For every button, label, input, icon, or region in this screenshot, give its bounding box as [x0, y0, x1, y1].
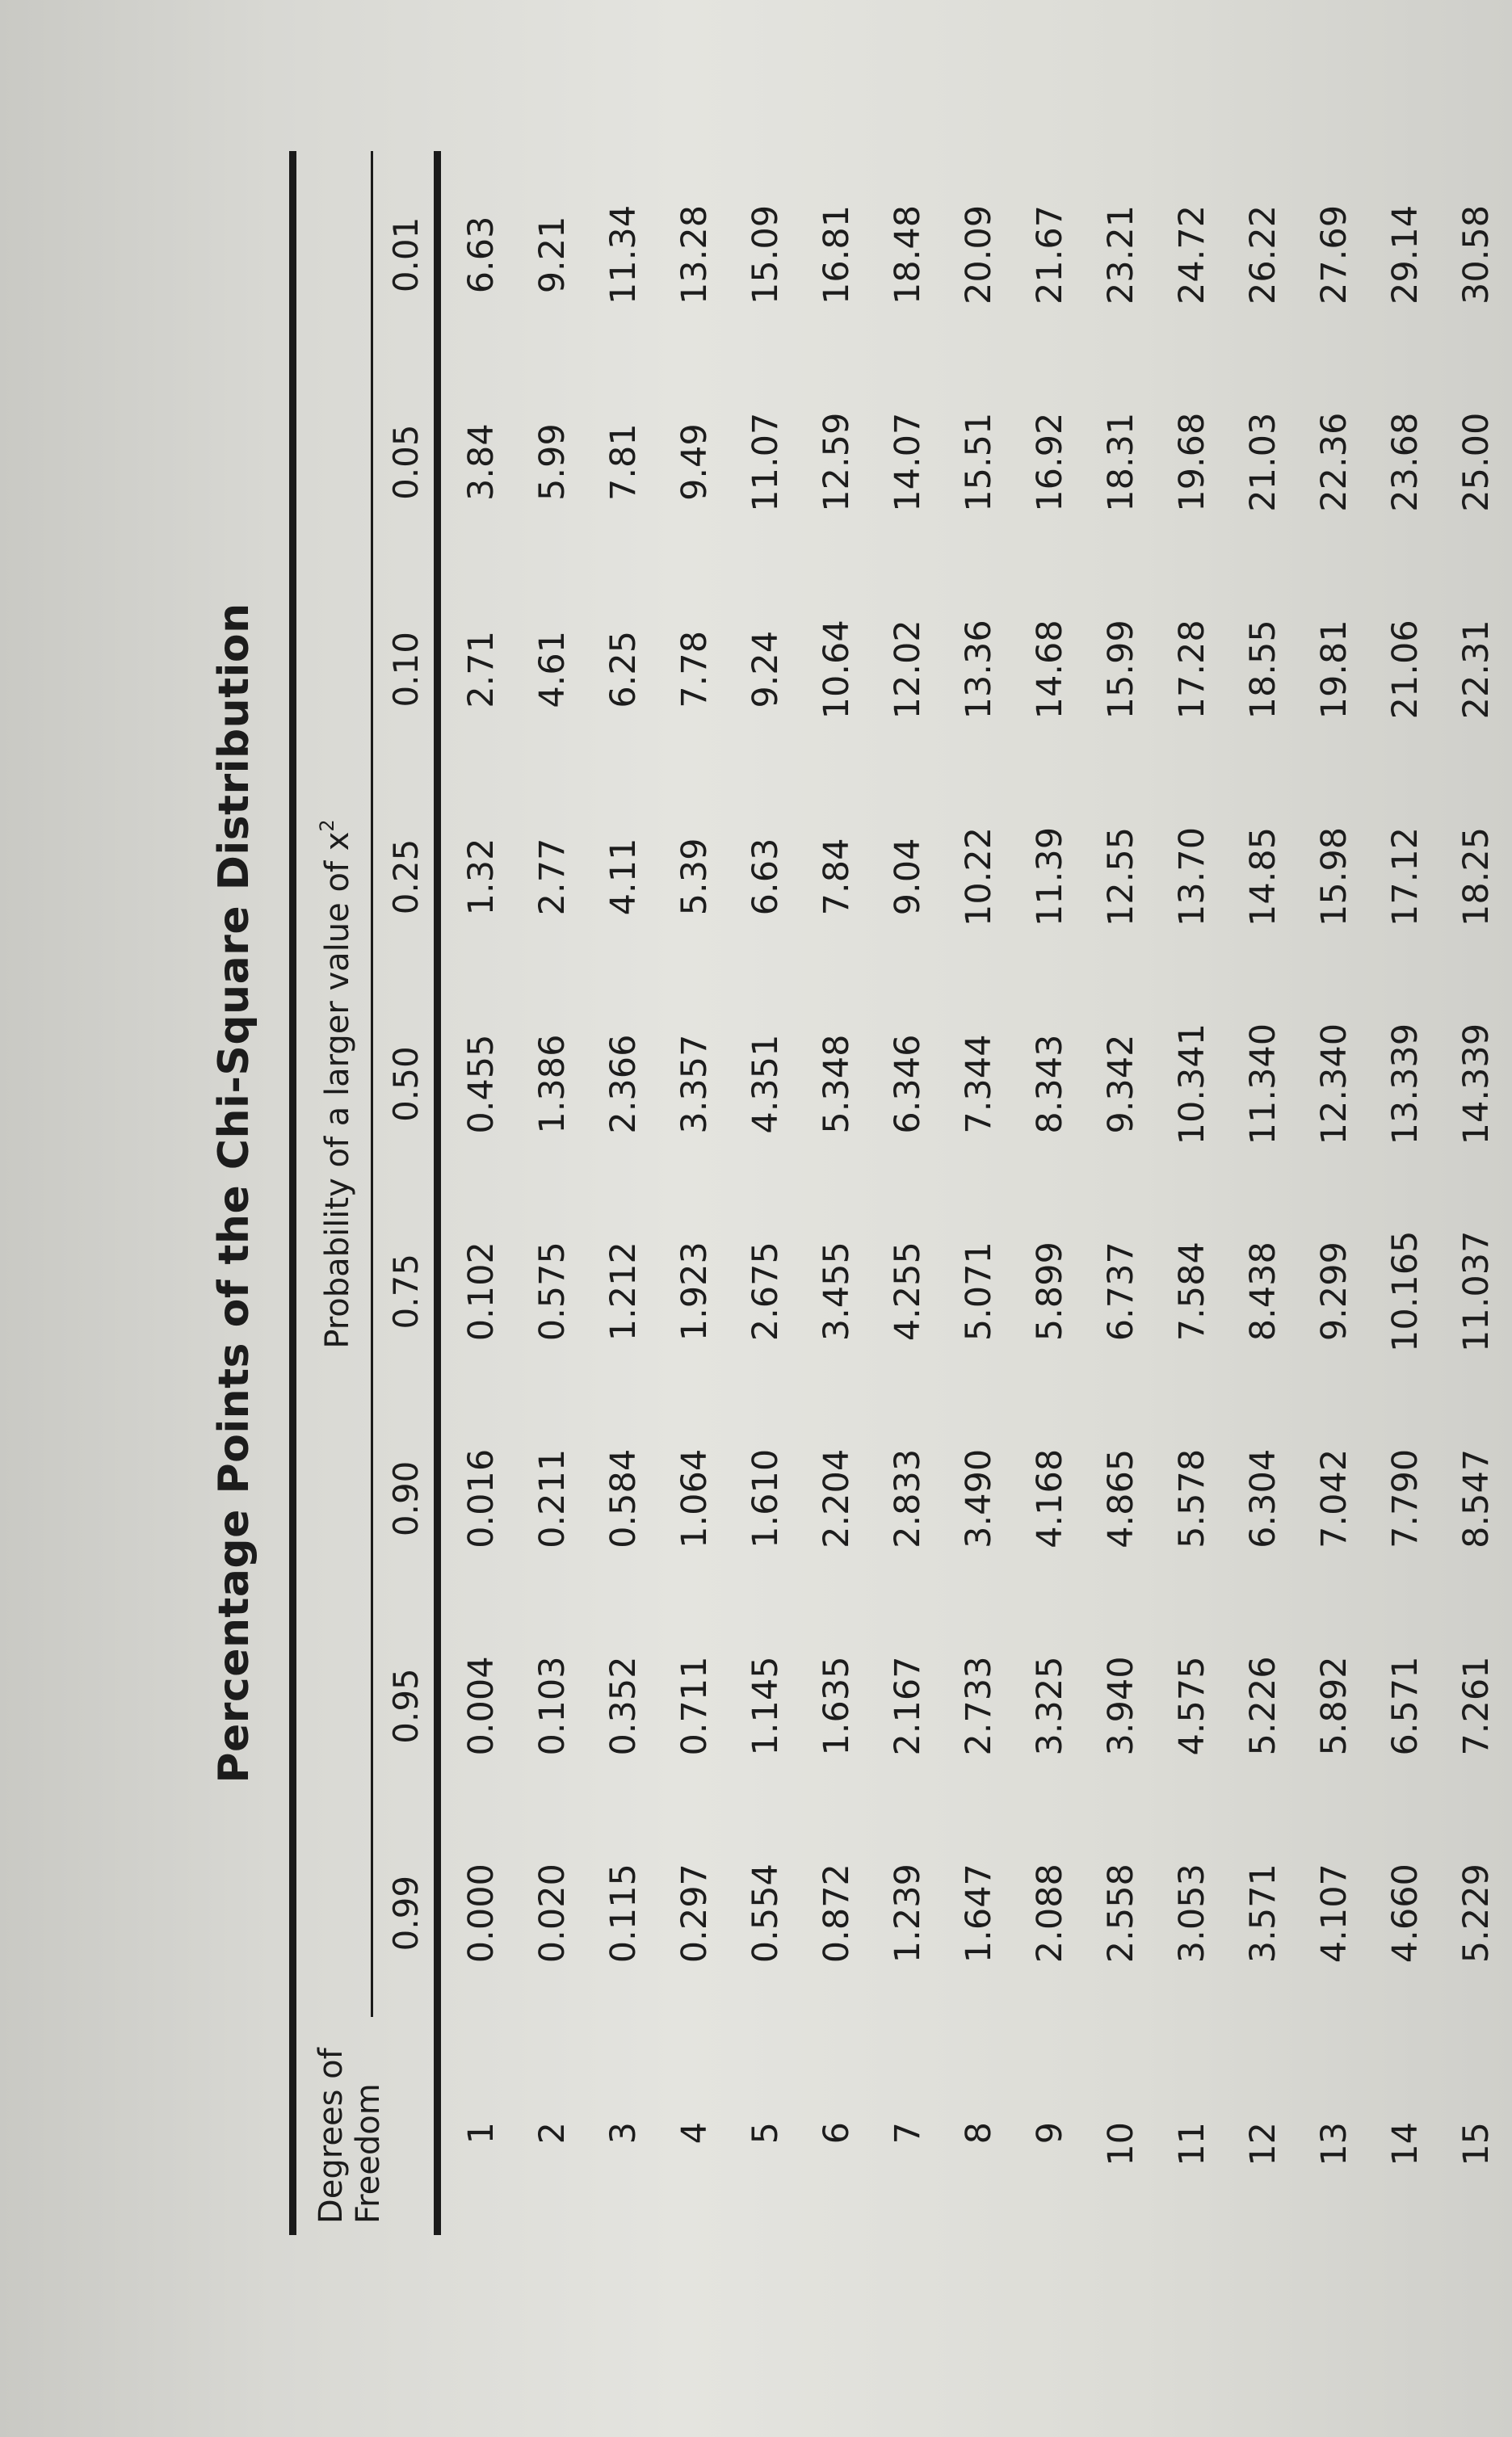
- value-cell: 7.84: [817, 838, 857, 916]
- value-cell: 12.55: [1101, 826, 1141, 926]
- value-cell: 0.102: [461, 1242, 502, 1342]
- value-cell: 13.70: [1172, 826, 1212, 926]
- value-cell: 9.49: [674, 423, 715, 502]
- value-cell: 17.12: [1385, 826, 1426, 926]
- table-row: [1157, 151, 1228, 2235]
- column-header-0-95: 0.95: [372, 1603, 438, 1810]
- value-cell: 22.36: [1314, 412, 1354, 512]
- value-cell: 8.343: [1030, 1034, 1070, 1134]
- value-cell: 14.68: [1030, 620, 1070, 720]
- value-cell: 1.064: [674, 1448, 715, 1548]
- column-header-0-05: 0.05: [372, 359, 438, 566]
- value-cell: 0.352: [603, 1656, 644, 1756]
- column-header-0-01: 0.01: [372, 151, 438, 359]
- value-cell: 2.088: [1030, 1863, 1070, 1964]
- value-cell: 12.59: [817, 412, 857, 512]
- value-cell: 0.103: [532, 1656, 573, 1756]
- value-cell: 4.107: [1314, 1863, 1354, 1964]
- value-cell: 21.03: [1243, 412, 1283, 512]
- value-cell: 3.455: [817, 1242, 857, 1342]
- value-cell: 5.39: [674, 838, 715, 916]
- column-header-0-99: 0.99: [372, 1809, 438, 2017]
- value-cell: 23.68: [1385, 412, 1426, 512]
- value-cell: 1.212: [603, 1242, 644, 1342]
- degrees-of-freedom-cell: 1: [461, 2121, 502, 2145]
- value-cell: 2.167: [888, 1656, 928, 1756]
- value-cell: 0.004: [461, 1656, 502, 1756]
- degrees-of-freedom-cell: 4: [674, 2121, 715, 2145]
- degrees-of-freedom-cell: 10: [1101, 2121, 1141, 2166]
- value-cell: 4.865: [1101, 1448, 1141, 1548]
- value-cell: 5.348: [817, 1034, 857, 1134]
- value-cell: 8.438: [1243, 1242, 1283, 1342]
- table-row: [943, 151, 1014, 2235]
- header-row-top: [293, 151, 372, 2235]
- value-cell: 30.58: [1456, 204, 1497, 305]
- value-cell: 17.28: [1172, 620, 1212, 720]
- value-cell: 3.571: [1243, 1863, 1283, 1964]
- table-row: [1228, 151, 1299, 2235]
- value-cell: 2.733: [959, 1656, 999, 1756]
- value-cell: 5.578: [1172, 1448, 1212, 1548]
- value-cell: 2.675: [746, 1242, 786, 1342]
- value-cell: 18.31: [1101, 412, 1141, 512]
- value-cell: 10.64: [817, 620, 857, 720]
- value-cell: 2.833: [888, 1448, 928, 1548]
- value-cell: 21.06: [1385, 620, 1426, 720]
- value-cell: 11.340: [1243, 1023, 1283, 1145]
- value-cell: 5.99: [532, 423, 573, 502]
- value-cell: 7.81: [603, 423, 644, 502]
- value-cell: 11.39: [1030, 826, 1070, 926]
- table-body: [438, 151, 1512, 2235]
- value-cell: 10.341: [1172, 1023, 1212, 1145]
- value-cell: 2.71: [461, 630, 502, 708]
- value-cell: 22.31: [1456, 620, 1497, 720]
- value-cell: 1.635: [817, 1656, 857, 1756]
- value-cell: 6.63: [746, 838, 786, 916]
- table-row: [1441, 151, 1512, 2235]
- value-cell: 4.575: [1172, 1656, 1212, 1756]
- value-cell: 9.24: [746, 630, 786, 708]
- value-cell: 15.98: [1314, 826, 1354, 926]
- value-cell: 1.145: [746, 1656, 786, 1756]
- value-cell: 7.344: [959, 1034, 999, 1134]
- dof-header-line2: Freedom: [350, 2083, 387, 2224]
- value-cell: 1.386: [532, 1034, 573, 1134]
- value-cell: 2.204: [817, 1448, 857, 1548]
- value-cell: 11.34: [603, 204, 644, 305]
- column-header-0-75: 0.75: [372, 1187, 438, 1395]
- value-cell: 4.660: [1385, 1863, 1426, 1964]
- value-cell: 1.610: [746, 1448, 786, 1548]
- value-cell: 26.22: [1243, 204, 1283, 305]
- value-cell: 27.69: [1314, 204, 1354, 305]
- value-cell: 16.81: [817, 204, 857, 305]
- value-cell: 0.455: [461, 1034, 502, 1134]
- value-cell: 12.02: [888, 620, 928, 720]
- value-cell: 2.77: [532, 838, 573, 916]
- value-cell: 4.255: [888, 1242, 928, 1342]
- value-cell: 0.584: [603, 1448, 644, 1548]
- value-cell: 3.325: [1030, 1656, 1070, 1756]
- table-row: [1370, 151, 1441, 2235]
- degrees-of-freedom-cell: 9: [1030, 2121, 1070, 2145]
- value-cell: 0.211: [532, 1448, 573, 1548]
- value-cell: 5.892: [1314, 1656, 1354, 1756]
- value-cell: 5.071: [959, 1242, 999, 1342]
- value-cell: 0.872: [817, 1863, 857, 1964]
- value-cell: 3.490: [959, 1448, 999, 1548]
- value-cell: 3.84: [461, 423, 502, 502]
- column-header-0-10: 0.10: [372, 565, 438, 773]
- value-cell: 1.923: [674, 1242, 715, 1342]
- value-cell: 0.016: [461, 1448, 502, 1548]
- degrees-of-freedom-cell: 11: [1172, 2121, 1212, 2166]
- value-cell: 1.647: [959, 1863, 999, 1964]
- value-cell: 6.304: [1243, 1448, 1283, 1548]
- value-cell: 1.32: [461, 838, 502, 916]
- probability-header: [293, 151, 372, 2017]
- degrees-of-freedom-header: [293, 2017, 438, 2235]
- value-cell: 6.25: [603, 630, 644, 708]
- value-cell: 1.239: [888, 1863, 928, 1964]
- value-cell: 21.67: [1030, 204, 1070, 305]
- value-cell: 7.261: [1456, 1656, 1497, 1756]
- value-cell: 4.11: [603, 838, 644, 916]
- value-cell: 7.790: [1385, 1448, 1426, 1548]
- value-cell: 5.229: [1456, 1863, 1497, 1964]
- table-row: [517, 151, 588, 2235]
- value-cell: 5.226: [1243, 1656, 1283, 1756]
- value-cell: 14.85: [1243, 826, 1283, 926]
- value-cell: 23.21: [1101, 204, 1141, 305]
- value-cell: 3.053: [1172, 1863, 1212, 1964]
- value-cell: 19.68: [1172, 412, 1212, 512]
- value-cell: 18.48: [888, 204, 928, 305]
- value-cell: 18.25: [1456, 826, 1497, 926]
- value-cell: 24.72: [1172, 204, 1212, 305]
- value-cell: 29.14: [1385, 204, 1426, 305]
- degrees-of-freedom-cell: 12: [1243, 2121, 1283, 2166]
- degrees-of-freedom-cell: 5: [746, 2121, 786, 2145]
- table-title: Percentage Points of the Chi-Square Distribution: [210, 603, 258, 1784]
- value-cell: 16.92: [1030, 412, 1070, 512]
- degrees-of-freedom-cell: 14: [1385, 2121, 1426, 2166]
- value-cell: 6.346: [888, 1034, 928, 1134]
- value-cell: 12.340: [1314, 1023, 1354, 1145]
- value-cell: 2.558: [1101, 1863, 1141, 1964]
- value-cell: 15.09: [746, 204, 786, 305]
- table-row: [438, 151, 518, 2235]
- degrees-of-freedom-cell: 3: [603, 2121, 644, 2145]
- value-cell: 2.366: [603, 1034, 644, 1134]
- value-cell: 6.63: [461, 216, 502, 294]
- value-cell: 8.547: [1456, 1448, 1497, 1548]
- value-cell: 0.711: [674, 1656, 715, 1756]
- value-cell: 3.357: [674, 1034, 715, 1134]
- value-cell: 14.339: [1456, 1023, 1497, 1145]
- column-header-0-25: 0.25: [372, 773, 438, 981]
- value-cell: 4.61: [532, 630, 573, 708]
- column-header-row: [372, 151, 438, 2235]
- column-header-0-50: 0.50: [372, 981, 438, 1188]
- value-cell: 10.165: [1385, 1230, 1426, 1352]
- degrees-of-freedom-cell: 15: [1456, 2121, 1497, 2166]
- table-row: [659, 151, 730, 2235]
- degrees-of-freedom-cell: 8: [959, 2121, 999, 2145]
- table-row: [1086, 151, 1157, 2235]
- value-cell: 0.575: [532, 1242, 573, 1342]
- value-cell: 5.899: [1030, 1242, 1070, 1342]
- value-cell: 0.297: [674, 1863, 715, 1964]
- value-cell: 10.22: [959, 826, 999, 926]
- value-cell: 13.36: [959, 620, 999, 720]
- probability-superscript: 2: [316, 819, 338, 832]
- value-cell: 7.78: [674, 630, 715, 708]
- column-header-0-90: 0.90: [372, 1395, 438, 1603]
- value-cell: 20.09: [959, 204, 999, 305]
- degrees-of-freedom-cell: 2: [532, 2121, 573, 2145]
- degrees-of-freedom-cell: 13: [1314, 2121, 1354, 2166]
- probability-label: Probability of a larger value of x: [319, 831, 356, 1349]
- table-row: [1014, 151, 1086, 2235]
- value-cell: 7.584: [1172, 1242, 1212, 1342]
- table-row: [801, 151, 872, 2235]
- table-header: [293, 151, 438, 2235]
- table-row: [588, 151, 659, 2235]
- dof-header-line1: Degrees of: [313, 2048, 350, 2224]
- chi-square-table: [289, 151, 1512, 2235]
- value-cell: 13.339: [1385, 1023, 1426, 1145]
- degrees-of-freedom-cell: 6: [817, 2121, 857, 2145]
- value-cell: 7.042: [1314, 1448, 1354, 1548]
- value-cell: 25.00: [1456, 412, 1497, 512]
- table-row: [1299, 151, 1370, 2235]
- table-row: [730, 151, 801, 2235]
- value-cell: 13.28: [674, 204, 715, 305]
- value-cell: 6.737: [1101, 1242, 1141, 1342]
- table-row: [872, 151, 943, 2235]
- value-cell: 9.21: [532, 216, 573, 294]
- value-cell: 9.04: [888, 838, 928, 916]
- value-cell: 4.351: [746, 1034, 786, 1134]
- chi-square-document: [210, 151, 1512, 2235]
- value-cell: 18.55: [1243, 620, 1283, 720]
- degrees-of-freedom-cell: 7: [888, 2121, 928, 2145]
- value-cell: 0.554: [746, 1863, 786, 1964]
- value-cell: 0.020: [532, 1863, 573, 1964]
- value-cell: 11.07: [746, 412, 786, 512]
- value-cell: 3.940: [1101, 1656, 1141, 1756]
- value-cell: 11.037: [1456, 1230, 1497, 1352]
- value-cell: 9.299: [1314, 1242, 1354, 1342]
- value-cell: 19.81: [1314, 620, 1354, 720]
- value-cell: 9.342: [1101, 1034, 1141, 1134]
- value-cell: 6.571: [1385, 1656, 1426, 1756]
- value-cell: 15.51: [959, 412, 999, 512]
- value-cell: 4.168: [1030, 1448, 1070, 1548]
- value-cell: 0.115: [603, 1863, 644, 1964]
- value-cell: 0.000: [461, 1863, 502, 1964]
- value-cell: 15.99: [1101, 620, 1141, 720]
- value-cell: 14.07: [888, 412, 928, 512]
